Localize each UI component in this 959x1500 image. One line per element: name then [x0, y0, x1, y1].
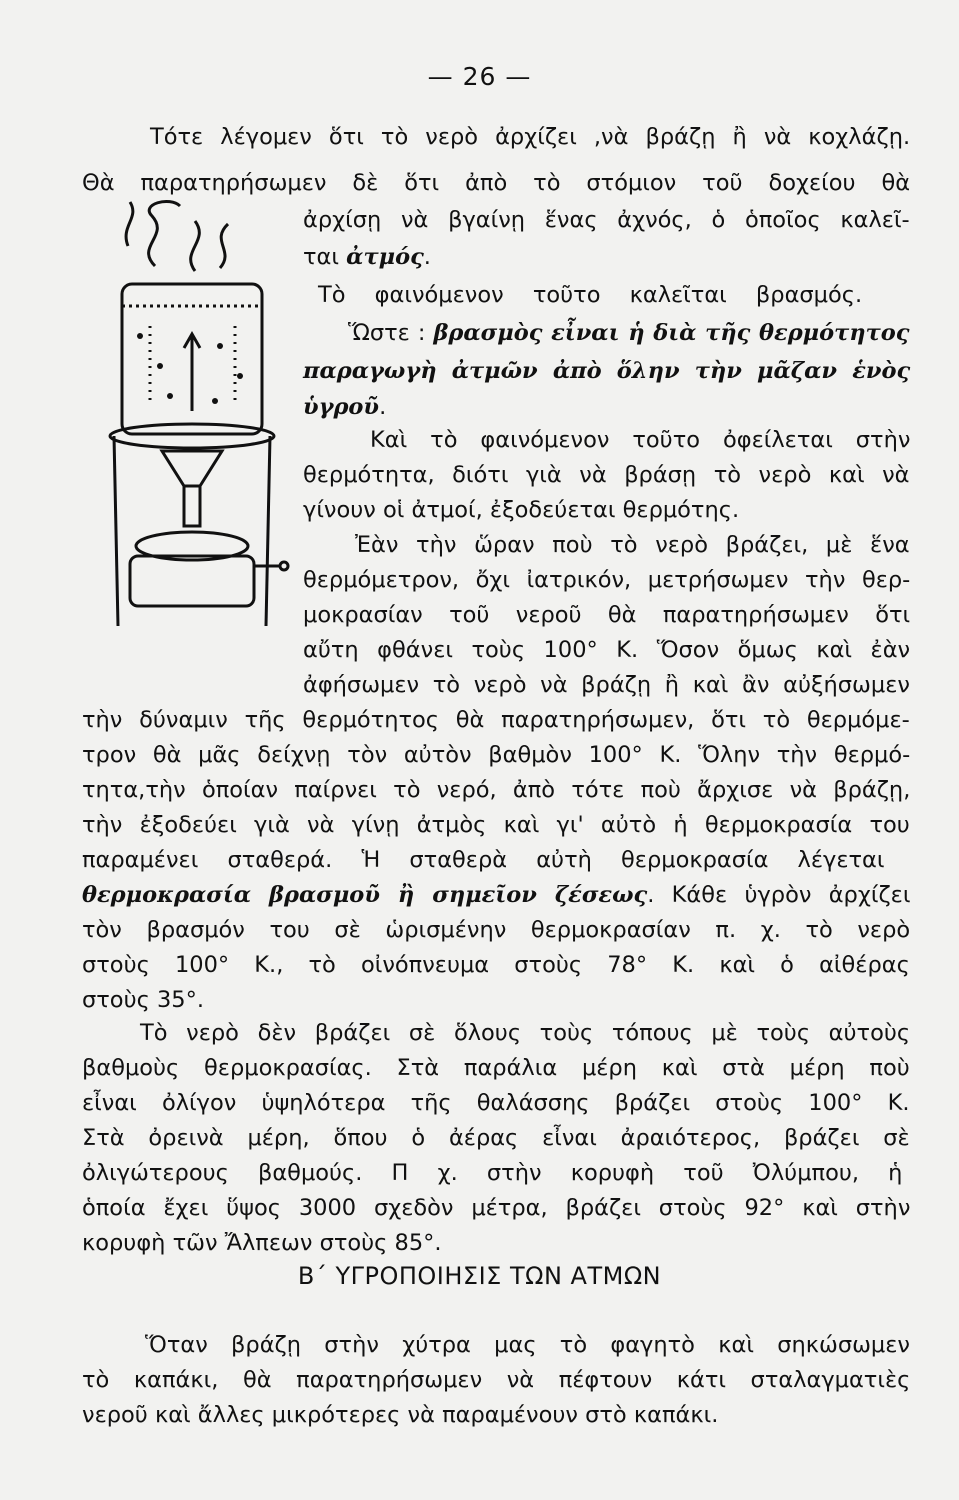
text-line: ἀφήσωμεν τὸ νερὸ νὰ βράζῃ ἢ καὶ ἂν αὐξήσωμεν [303, 672, 910, 698]
text-line: στοὺς 35°. [82, 987, 204, 1013]
text-line: Ὥστε : βρασμὸς εἶναι ἡ διὰ τῆς θερμότητος [348, 320, 910, 346]
text-line: ὁποία ἔχει ὕψος 3000 σχεδὸν μέτρα, βράζει στοὺς 92° καὶ στὴν [82, 1195, 911, 1221]
text-line: Ὅταν βράζῃ στὴν χύτρα μας τὸ φαγητὸ καὶ σηκώσωμεν [145, 1332, 910, 1358]
boiling-beaker-illustration [100, 196, 290, 646]
text-line: ὑγροῦ. [303, 394, 387, 420]
text-line: θερμοκρασία βρασμοῦ ἢ σημεῖον ζέσεως. Κάθε ὑγρὸν ἀρχίζει [82, 882, 911, 908]
text-line: ὀλιγώτερους βαθμούς. Π χ. στὴν κορυφὴ τοῦ Ὀλύμπου, ἡ [82, 1160, 903, 1186]
text-line: βαθμοὺς θερμοκρασίας. Στὰ παράλια μέρη καὶ στὰ μέρη ποὺ [82, 1055, 910, 1081]
text-line: Στὰ ὀρεινὰ μέρη, ὅπου ὁ ἀέρας εἶναι ἀραιότερος, βράζει σὲ [82, 1125, 910, 1151]
text-line: θερμότητα, διότι γιὰ νὰ βράσῃ τὸ νερὸ καὶ νὰ [303, 462, 910, 488]
text-line: τητα,τὴν ὁποίαν παίρνει τὸ νερό, ἀπὸ τότε ποὺ ἄρχισε νὰ βράζῃ, [82, 777, 911, 803]
text-line: ἀρχίσῃ νὰ βγαίνῃ ἕνας ἀχνός, ὁ ὁποῖος καλεῖ- [303, 207, 910, 233]
text-line: εἶναι ὀλίγον ὑψηλότερα τῆς θαλάσσης βράζει στοὺς 100° Κ. [82, 1090, 910, 1116]
text-line: τὴν ἐξοδεύει γιὰ νὰ γίνῃ ἀτμὸς καὶ γι' αὐτὸ ἡ θερμοκρασία του [82, 812, 910, 838]
text-line: ται ἀτμός. [303, 244, 431, 270]
section-heading: Β΄ ΥΓΡΟΠΟΙΗΣΙΣ ΤΩΝ ΑΤΜΩΝ [297, 1262, 662, 1290]
text-line: τὴν δύναμιν τῆς θερμότητος θὰ παρατηρήσωμεν, ὅτι τὸ θερμόμε- [82, 707, 910, 733]
text-line: μοκρασίαν τοῦ νεροῦ θὰ παρατηρήσωμεν ὅτι [303, 602, 911, 628]
text-line: Τὸ νερὸ δὲν βράζει σὲ ὅλους τοὺς τόπους μὲ τοὺς αὐτοὺς [140, 1020, 911, 1046]
text-line: θερμόμετρον, ὄχι ἰατρικόν, μετρήσωμεν τὴν θερ- [303, 567, 911, 593]
text-line: Τότε λέγομεν ὅτι τὸ νερὸ ἀρχίζει ,νὰ βράζῃ ἢ νὰ κοχλάζῃ. [150, 124, 911, 150]
text-line: παραγωγὴ ἀτμῶν ἀπὸ ὅλην τὴν μᾶζαν ἑνὸς [303, 358, 911, 384]
text-line: Καὶ τὸ φαινόμενον τοῦτο ὀφείλεται στὴν [370, 427, 911, 453]
text-line: τὸ καπάκι, θὰ παρατηρήσωμεν νὰ πέφτουν κάτι σταλαγματιὲς [82, 1367, 911, 1393]
text-line: γίνουν οἱ ἀτμοί, ἐξοδεύεται θερμότης. [303, 497, 740, 523]
text-line: παραμένει σταθερά. Ἡ σταθερὰ αὐτὴ θερμοκρασία λέγεται [82, 847, 885, 873]
text-line: νεροῦ καὶ ἄλλες μικρότερες νὰ παραμένουν στὸ καπάκι. [82, 1402, 719, 1428]
text-line: Θὰ παρατηρήσωμεν δὲ ὅτι ἀπὸ τὸ στόμιον τοῦ δοχείου θὰ [82, 170, 911, 196]
text-line: τὸν βρασμόν του σὲ ὡρισμένην θερμοκρασίαν π. χ. τὸ νερὸ [82, 917, 911, 943]
text-line: τρον θὰ μᾶς δείχνῃ τὸν αὐτὸν βαθμὸν 100° Κ. Ὅλην τὴν θερμό- [82, 742, 911, 768]
text-line: στοὺς 100° Κ., τὸ οἰνόπνευμα στοὺς 78° Κ. καὶ ὁ αἰθέρας [82, 952, 910, 978]
text-line: Τὸ φαινόμενον τοῦτο καλεῖται βρασμός. [318, 282, 863, 308]
text-line: αὔτη φθάνει τοὺς 100° Κ. Ὅσον ὅμως καὶ ἐὰν [303, 637, 911, 663]
text-line: Ἐὰν τὴν ὥραν ποὺ τὸ νερὸ βράζει, μὲ ἕνα [355, 532, 910, 558]
text-line: κορυφὴ τῶν Ἄλπεων στοὺς 85°. [82, 1230, 442, 1256]
page-number: — 26 — [427, 62, 532, 91]
